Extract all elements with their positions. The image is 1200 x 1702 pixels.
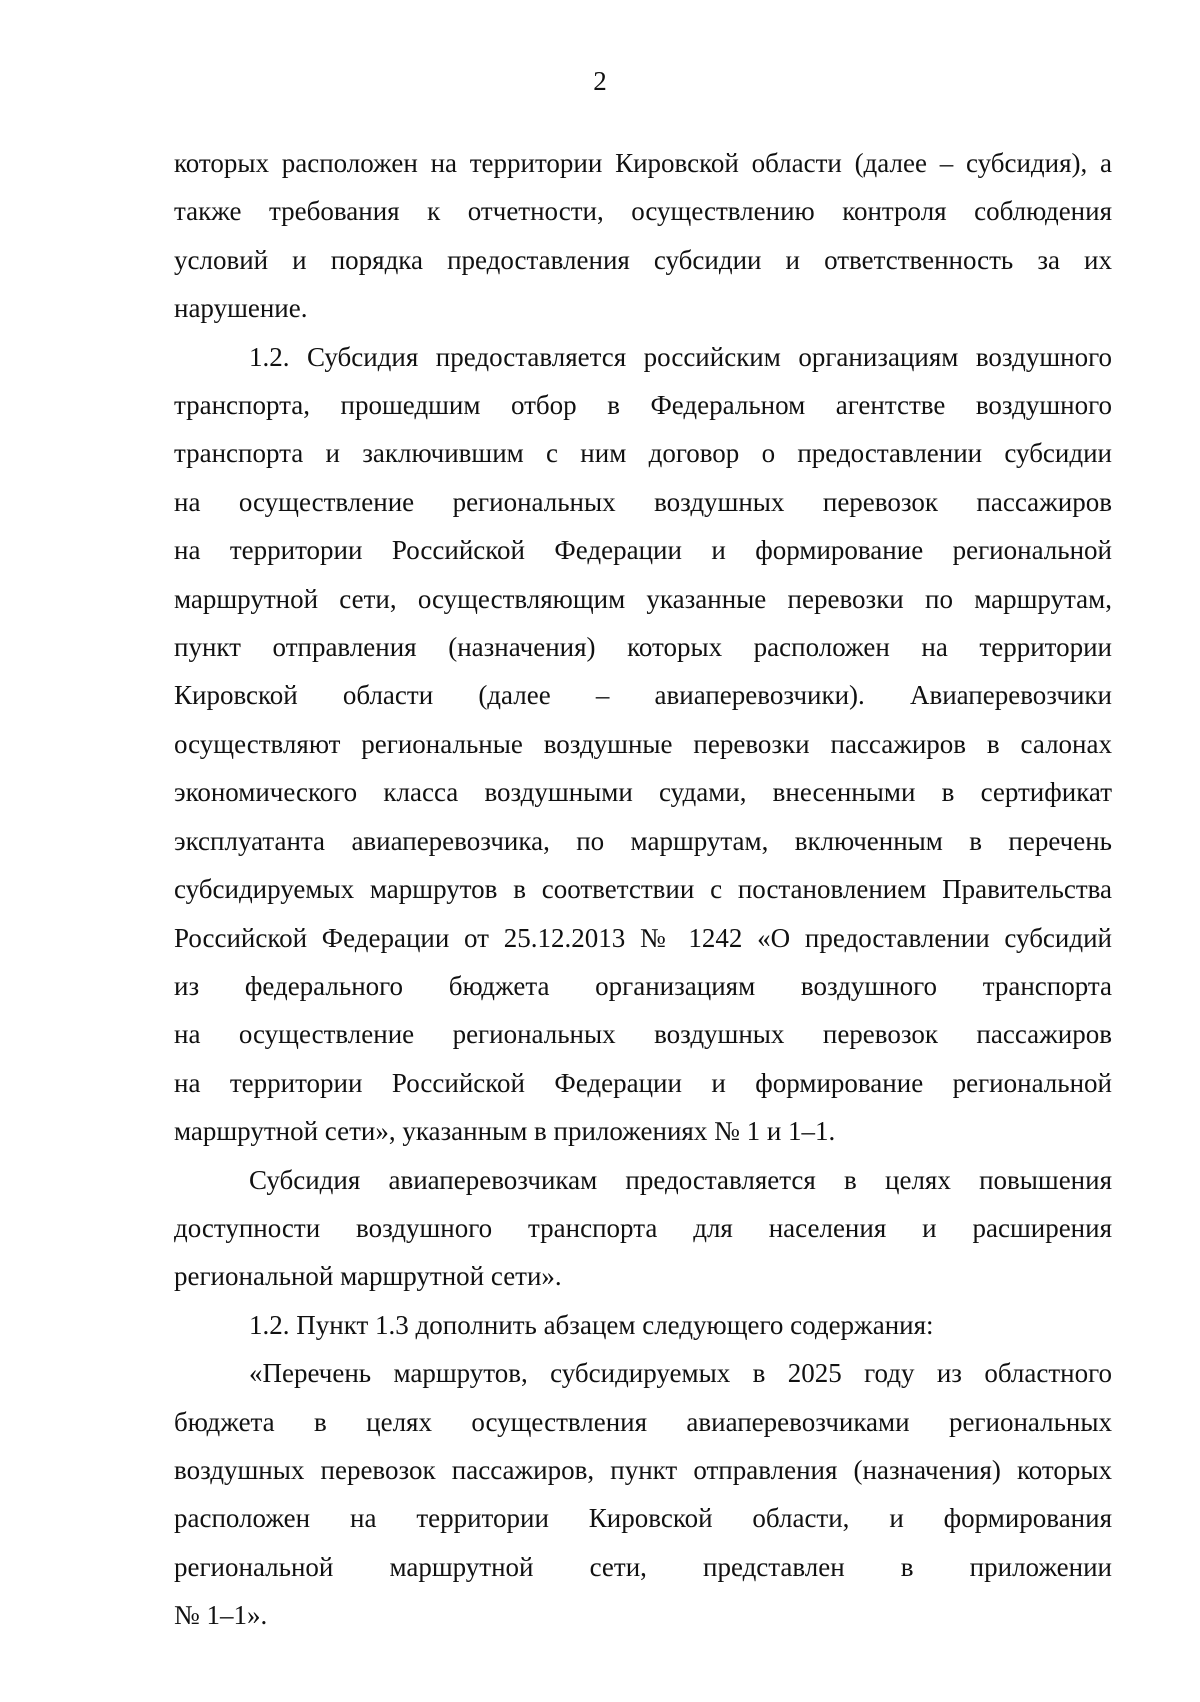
body-line: пункт отправления (назначения) которых расположен на территории — [174, 632, 1112, 663]
body-line: маршрутной сети», указанным в приложениях № 1 и 1–1. — [174, 1116, 836, 1147]
body-line: осуществляют региональные воздушные перевозки пассажиров в салонах — [174, 728, 1112, 759]
body-line: «Перечень маршрутов, субсидируемых в 2025 году из областного — [249, 1358, 1112, 1389]
body-line: транспорта, прошедшим отбор в Федеральном агентстве воздушного — [174, 390, 1112, 421]
body-line: транспорта и заключившим с ним договор о предоставлении субсидии — [174, 438, 1112, 469]
body-line: 1.2. Субсидия предоставляется российским организациям воздушного — [249, 341, 1112, 372]
body-line: эксплуатанта авиаперевозчика, по маршрутам, включенным в перечень — [174, 825, 1112, 856]
body-line: условий и порядка предоставления субсидии и ответственность за их — [174, 244, 1112, 275]
body-line: расположен на территории Кировской области, и формирования — [174, 1503, 1112, 1534]
body-line: воздушных перевозок пассажиров, пункт отправления (назначения) которых — [174, 1454, 1112, 1485]
body-line: Субсидия авиаперевозчикам предоставляется в целях повышения — [249, 1164, 1112, 1195]
body-line: Кировской области (далее – авиаперевозчики). Авиаперевозчики — [174, 680, 1112, 711]
body-line: экономического класса воздушными судами, внесенными в сертификат — [174, 777, 1112, 808]
body-line: региональной маршрутной сети». — [174, 1261, 562, 1292]
body-line: Российской Федерации от 25.12.2013 № 1242 «О предоставлении субсидий — [174, 922, 1112, 953]
body-line: на осуществление региональных воздушных перевозок пассажиров — [174, 1019, 1112, 1050]
body-line: на осуществление региональных воздушных перевозок пассажиров — [174, 486, 1112, 517]
body-line: доступности воздушного транспорта для населения и расширения — [174, 1212, 1112, 1243]
body-line: бюджета в целях осуществления авиаперевозчиками региональных — [174, 1406, 1112, 1437]
page-number: 2 — [593, 66, 607, 96]
body-line: 1.2. Пункт 1.3 дополнить абзацем следующего содержания: — [249, 1309, 934, 1340]
body-line: из федерального бюджета организациям воздушного транспорта — [174, 970, 1112, 1001]
body-line: на территории Российской Федерации и формирование региональной — [174, 1067, 1112, 1098]
body-line: также требования к отчетности, осуществлению контроля соблюдения — [174, 196, 1112, 227]
body-line: субсидируемых маршрутов в соответствии с постановлением Правительства — [174, 874, 1112, 905]
body-line: региональной маршрутной сети, представлен в приложении — [174, 1551, 1112, 1582]
document-body — [174, 139, 1112, 1640]
body-line: № 1–1». — [174, 1600, 268, 1631]
body-line: которых расположен на территории Кировской области (далее – субсидия), а — [174, 148, 1112, 178]
body-line: маршрутной сети, осуществляющим указанные перевозки по маршрутам, — [174, 583, 1112, 614]
body-line: нарушение. — [174, 293, 308, 324]
body-line: на территории Российской Федерации и формирование региональной — [174, 535, 1112, 566]
